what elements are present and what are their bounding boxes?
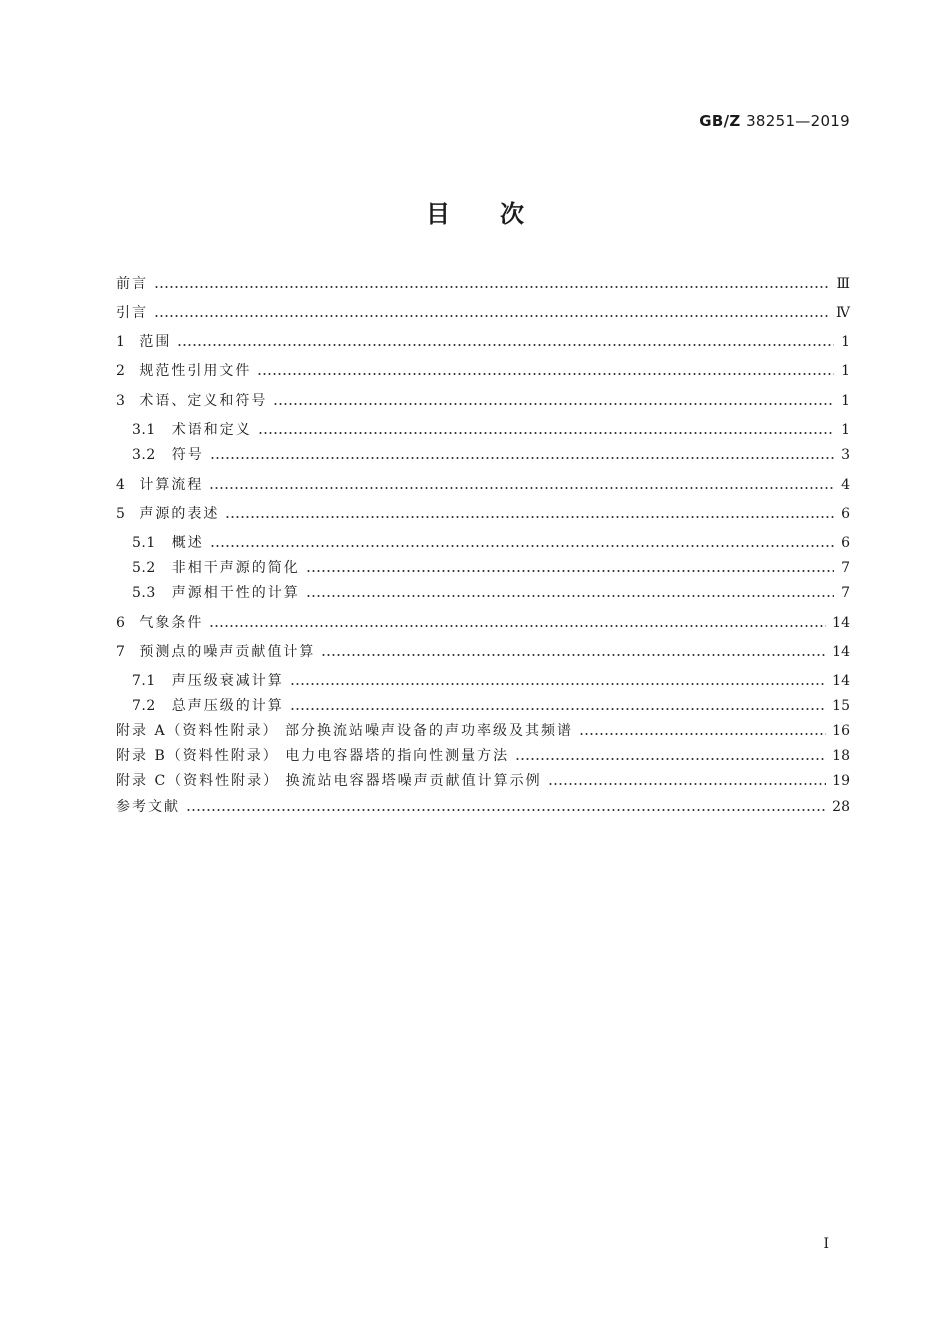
toc-entry[interactable] — [116, 613, 850, 633]
toc-leader-dots — [321, 654, 826, 656]
toc-leader-dots — [186, 809, 826, 811]
toc-entry-number: 3.1 — [132, 422, 156, 438]
toc-leader-dots — [209, 487, 834, 489]
toc-entry-page: 7 — [841, 560, 850, 576]
toc-entry-label: 声源的表述 — [139, 506, 220, 522]
toc-leader-dots — [225, 516, 834, 518]
toc-entry-page: 28 — [832, 799, 850, 815]
standard-code — [699, 112, 850, 130]
toc-entry[interactable] — [116, 274, 850, 294]
toc-entry[interactable] — [116, 420, 850, 440]
toc-entry-page: 1 — [841, 334, 850, 350]
toc-entry-number: 4 — [116, 477, 126, 493]
toc-leader-dots — [210, 457, 834, 459]
toc-leader-dots — [177, 344, 834, 346]
toc-entry[interactable] — [116, 583, 850, 603]
toc-entry-page: 6 — [841, 535, 850, 551]
toc-entry[interactable] — [116, 303, 850, 323]
page-title: 目次 — [426, 200, 574, 228]
toc-entry-label: 符号 — [171, 447, 204, 463]
toc-entry-page: 19 — [832, 773, 850, 789]
toc-entry[interactable] — [116, 533, 850, 553]
toc-entry[interactable] — [116, 771, 850, 791]
toc-entry-number: 1 — [116, 334, 126, 350]
toc-entry-number: 7 — [116, 644, 126, 660]
toc-leader-dots — [306, 595, 834, 597]
page-number: I — [823, 1236, 829, 1252]
toc-entry-page: Ⅳ — [836, 305, 850, 321]
toc-leader-dots — [257, 373, 834, 375]
toc-entry-page: 14 — [832, 673, 850, 689]
toc-entry-label: 非相干声源的简化 — [171, 560, 300, 576]
toc-entry-page: 15 — [832, 698, 850, 714]
toc-entry-number: 3.2 — [132, 447, 156, 463]
toc-entry-label: 气象条件 — [139, 615, 204, 631]
toc-entry-page: 6 — [841, 506, 850, 522]
toc-entry-label: 声源相干性的计算 — [171, 585, 300, 601]
toc-entry[interactable] — [116, 504, 850, 524]
toc-leader-dots — [579, 733, 826, 735]
toc-entry-label: 引言 — [116, 305, 148, 321]
toc-entry-number: 5.1 — [132, 535, 156, 551]
toc-entry[interactable] — [116, 391, 850, 411]
toc-entry-label: 总声压级的计算 — [171, 698, 284, 714]
toc-entry-label: 概述 — [171, 535, 204, 551]
toc-entry[interactable] — [116, 671, 850, 691]
toc-entry-label: 参考文献 — [116, 799, 180, 815]
toc-entry-label: 计算流程 — [139, 477, 204, 493]
toc-leader-dots — [154, 315, 830, 317]
toc-entry-label: 范围 — [139, 334, 172, 350]
toc-leader-dots — [290, 683, 826, 685]
toc-entry-page: 16 — [832, 723, 850, 739]
toc-entry-number: 5.3 — [132, 585, 156, 601]
toc-entry-label: 声压级衰减计算 — [171, 673, 284, 689]
toc-leader-dots — [210, 545, 834, 547]
toc-entry-number: 6 — [116, 615, 126, 631]
toc-entry-page: 18 — [832, 748, 850, 764]
toc-entry-number: 5 — [116, 506, 126, 522]
toc-entry-page: Ⅲ — [836, 276, 850, 292]
standard-number: 38251—2019 — [746, 112, 850, 130]
toc-entry-label: 前言 — [116, 276, 148, 292]
toc-entry-number: 5.2 — [132, 560, 156, 576]
toc-entry-number: 7.2 — [132, 698, 156, 714]
toc-entry[interactable] — [116, 361, 850, 381]
toc-entry-number: 7.1 — [132, 673, 156, 689]
toc-entry[interactable] — [116, 642, 850, 662]
toc-entry-number: 3 — [116, 393, 126, 409]
toc-leader-dots — [258, 432, 834, 434]
toc-leader-dots — [515, 758, 826, 760]
toc-entry[interactable] — [116, 746, 850, 766]
toc-entry-page: 4 — [841, 477, 850, 493]
toc-entry-label: 附录 C（资料性附录） 换流站电容器塔噪声贡献值计算示例 — [116, 773, 542, 789]
standard-prefix: GB/Z — [699, 112, 741, 130]
toc-entry[interactable] — [116, 797, 850, 817]
toc-leader-dots — [209, 625, 826, 627]
toc-entry-number: 2 — [116, 363, 126, 379]
toc-entry[interactable] — [116, 475, 850, 495]
toc-entry[interactable] — [116, 445, 850, 465]
toc-entry-page: 1 — [841, 363, 850, 379]
toc-leader-dots — [290, 708, 826, 710]
toc-entry-page: 7 — [841, 585, 850, 601]
toc-entry-label: 附录 A（资料性附录） 部分换流站噪声设备的声功率级及其频谱 — [116, 723, 574, 739]
toc-entry-label: 术语、定义和符号 — [139, 393, 268, 409]
toc-leader-dots — [273, 403, 834, 405]
toc-entry-label: 附录 B（资料性附录） 电力电容器塔的指向性测量方法 — [116, 748, 510, 764]
toc-entry-label: 规范性引用文件 — [139, 363, 252, 379]
toc-entry[interactable] — [116, 558, 850, 578]
toc-leader-dots — [548, 783, 827, 785]
toc-entry-page: 14 — [832, 615, 850, 631]
toc-entry-page: 14 — [832, 644, 850, 660]
toc-entry-page: 1 — [841, 422, 850, 438]
toc-entry[interactable] — [116, 332, 850, 352]
toc-entry[interactable] — [116, 721, 850, 741]
toc-entry[interactable] — [116, 696, 850, 716]
toc-leader-dots — [154, 286, 830, 288]
toc-leader-dots — [306, 570, 834, 572]
toc-entry-label: 预测点的噪声贡献值计算 — [139, 644, 316, 660]
toc-entry-page: 1 — [841, 393, 850, 409]
toc-entry-page: 3 — [841, 447, 850, 463]
toc-entry-label: 术语和定义 — [171, 422, 252, 438]
